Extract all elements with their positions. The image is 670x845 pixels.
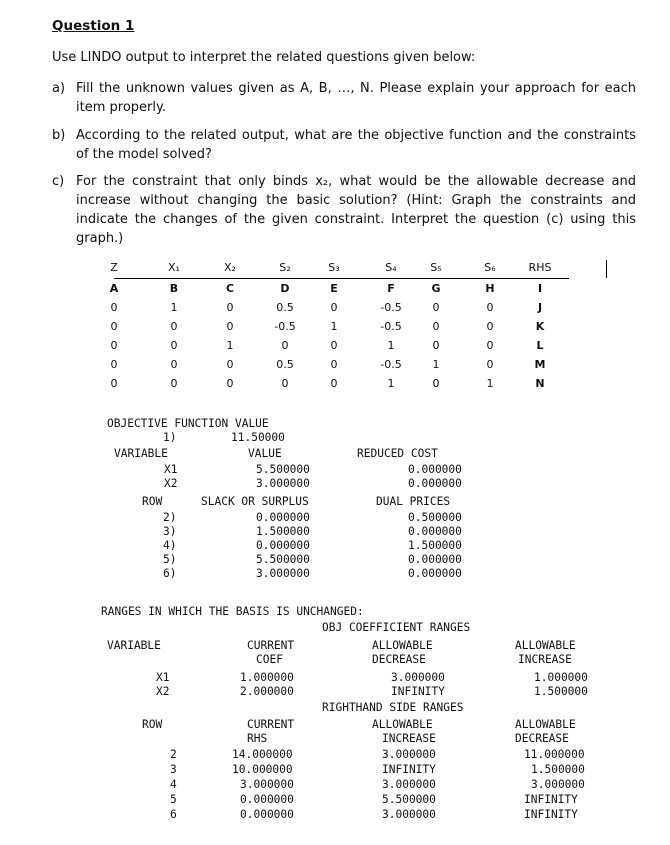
tableau-cell: 0: [486, 358, 494, 371]
question-c-label: c): [52, 174, 65, 189]
row-slack: 0.000000: [256, 511, 310, 524]
rhs-label: RHS: [247, 732, 268, 745]
current-label: CURRENT: [247, 718, 295, 731]
rhs-range-increase: 3.000000: [382, 778, 436, 791]
tableau-header: S₂: [279, 261, 291, 274]
rhs-range-increase: 3.000000: [382, 748, 436, 761]
intro-text: Use LINDO output to interpret the related questions given below:: [52, 50, 476, 65]
tableau-cell: 0: [110, 339, 118, 352]
tableau-header: S₄: [385, 261, 397, 274]
row-slack: 0.000000: [256, 539, 310, 552]
var-name: X1: [164, 463, 178, 476]
increase-label: INCREASE: [382, 732, 436, 745]
tableau-cell: 0: [432, 301, 440, 314]
tableau-cell: -0.5: [274, 320, 296, 333]
question-b: [52, 126, 642, 166]
allowable-label: ALLOWABLE: [515, 718, 576, 731]
tableau-cell: 0: [226, 301, 234, 314]
rhs-range-increase: 5.500000: [382, 793, 436, 806]
tableau-cell: 0: [330, 377, 338, 390]
rhs-range-current: 0.000000: [240, 793, 294, 806]
rhs-ranges-title: RIGHTHAND SIDE RANGES: [322, 701, 464, 714]
tableau-cell: A: [109, 282, 119, 295]
question-title: Question 1: [52, 18, 135, 34]
objective-header: OBJECTIVE FUNCTION VALUE: [107, 417, 269, 430]
tableau-cell: 1: [387, 377, 395, 390]
tableau-cell: D: [280, 282, 290, 295]
value-header: VALUE: [248, 447, 282, 460]
tableau-cell: 0: [330, 301, 338, 314]
rhs-range-decrease: INFINITY: [524, 808, 578, 821]
row-number: 3): [163, 525, 177, 538]
rhs-range-decrease: 1.500000: [531, 763, 585, 776]
tableau-cell: 0: [170, 377, 178, 390]
tableau-cell: M: [534, 358, 546, 371]
decrease-label: DECREASE: [515, 732, 569, 745]
tableau-cell: 0: [486, 339, 494, 352]
row-slack: 5.500000: [256, 553, 310, 566]
obj-range-current: 2.000000: [240, 685, 294, 698]
rhs-range-row: 2: [170, 748, 177, 761]
row-dual: 0.000000: [408, 553, 462, 566]
rhs-range-row: 3: [170, 763, 177, 776]
var-value: 5.500000: [256, 463, 310, 476]
tableau-cell: 0: [330, 339, 338, 352]
tableau-cell: 0: [110, 320, 118, 333]
rhs-range-row: 4: [170, 778, 177, 791]
obj-range-decrease: INFINITY: [391, 685, 445, 698]
row-number: 4): [163, 539, 177, 552]
tableau-cell: 0: [432, 320, 440, 333]
current-label: CURRENT: [247, 639, 295, 652]
tableau-rhs-divider: [606, 260, 607, 278]
tableau-cell: 0: [486, 301, 494, 314]
tableau-cell: 0: [170, 358, 178, 371]
tableau-cell: 1: [387, 339, 395, 352]
tableau-cell: 0: [110, 301, 118, 314]
obj-ranges-title: OBJ COEFFICIENT RANGES: [322, 621, 471, 634]
tableau-header: X₁: [168, 261, 180, 274]
obj-range-current: 1.000000: [240, 671, 294, 684]
simplex-tableau: [109, 258, 574, 398]
question-a-text: Fill the unknown values given as A, B, …, N. Please explain your approach for each item properly.: [76, 81, 636, 115]
variable-label: VARIABLE: [107, 639, 161, 652]
tableau-cell: 0: [226, 358, 234, 371]
row-header: ROW: [142, 495, 163, 508]
dual-header: DUAL PRICES: [376, 495, 451, 508]
rhs-range-current: 0.000000: [240, 808, 294, 821]
variable-header: VARIABLE: [114, 447, 168, 460]
tableau-header: S₆: [484, 261, 496, 274]
tableau-header: S₃: [328, 261, 340, 274]
obj-range-increase: 1.000000: [534, 671, 588, 684]
reduced-cost-header: REDUCED COST: [357, 447, 438, 460]
tableau-cell: I: [537, 282, 543, 295]
tableau-cell: -0.5: [380, 358, 402, 371]
tableau-cell: 0: [432, 339, 440, 352]
row-dual: 0.000000: [408, 567, 462, 580]
row-label: ROW: [142, 718, 163, 731]
obj-range-decrease: 3.000000: [391, 671, 445, 684]
tableau-cell: B: [169, 282, 179, 295]
rhs-range-decrease: 11.000000: [524, 748, 585, 761]
ranges-title: RANGES IN WHICH THE BASIS IS UNCHANGED:: [101, 605, 364, 618]
tableau-cell: 0: [432, 377, 440, 390]
row-dual: 0.000000: [408, 525, 462, 538]
tableau-cell: 0: [226, 320, 234, 333]
row-slack: 3.000000: [256, 567, 310, 580]
rhs-range-row: 6: [170, 808, 177, 821]
tableau-cell: 1: [226, 339, 234, 352]
tableau-cell: 0: [486, 320, 494, 333]
rhs-range-increase: 3.000000: [382, 808, 436, 821]
row-number: 2): [163, 511, 177, 524]
question-b-label: b): [52, 128, 66, 143]
tableau-cell: 0: [330, 358, 338, 371]
allowable-label: ALLOWABLE: [515, 639, 576, 652]
tableau-cell: 0: [281, 339, 289, 352]
obj-range-increase: 1.500000: [534, 685, 588, 698]
tableau-cell: H: [485, 282, 495, 295]
tableau-cell: 1: [170, 301, 178, 314]
question-a-label: a): [52, 81, 66, 96]
rhs-range-row: 5: [170, 793, 177, 806]
tableau-header: S₅: [430, 261, 442, 274]
increase-label: INCREASE: [518, 653, 572, 666]
tableau-cell: -0.5: [380, 320, 402, 333]
tableau-cell: 1: [486, 377, 494, 390]
decrease-label: DECREASE: [372, 653, 426, 666]
rhs-range-decrease: 3.000000: [531, 778, 585, 791]
var-name: X2: [164, 477, 178, 490]
var-reduced-cost: 0.000000: [408, 477, 462, 490]
question-b-text: According to the related output, what are the objective function and the constraints of the model solved?: [76, 128, 636, 162]
row-dual: 1.500000: [408, 539, 462, 552]
row-number: 5): [163, 553, 177, 566]
obj-range-var: X1: [156, 671, 170, 684]
var-reduced-cost: 0.000000: [408, 463, 462, 476]
row-dual: 0.500000: [408, 511, 462, 524]
slack-header: SLACK OR SURPLUS: [201, 495, 309, 508]
tableau-cell: 0: [170, 320, 178, 333]
row-number: 6): [163, 567, 177, 580]
rhs-range-increase: INFINITY: [382, 763, 436, 776]
objective-row: 1): [163, 431, 177, 444]
tableau-cell: F: [387, 282, 395, 295]
tableau-cell: 0.5: [276, 358, 294, 371]
question-a: [52, 79, 642, 119]
rhs-range-current: 3.000000: [240, 778, 294, 791]
question-c: [52, 172, 642, 252]
tableau-cell: L: [536, 339, 544, 352]
tableau-cell: E: [330, 282, 338, 295]
rhs-range-current: 14.000000: [232, 748, 293, 761]
tableau-header: RHS: [528, 261, 552, 274]
tableau-cell: C: [225, 282, 235, 295]
tableau-cell: J: [537, 301, 543, 314]
objective-value: 11.50000: [231, 431, 285, 444]
rhs-range-decrease: INFINITY: [524, 793, 578, 806]
tableau-cell: 0: [110, 377, 118, 390]
tableau-cell: 0: [170, 339, 178, 352]
tableau-cell: N: [535, 377, 545, 390]
tableau-header: X₂: [224, 261, 236, 274]
tableau-cell: 0: [281, 377, 289, 390]
var-value: 3.000000: [256, 477, 310, 490]
tableau-cell: 1: [432, 358, 440, 371]
tableau-cell: 0: [110, 358, 118, 371]
allowable-label: ALLOWABLE: [372, 639, 433, 652]
tableau-cell: 1: [330, 320, 338, 333]
allowable-label: ALLOWABLE: [372, 718, 433, 731]
tableau-cell: 0: [226, 377, 234, 390]
tableau-header: Z: [110, 261, 118, 274]
row-slack: 1.500000: [256, 525, 310, 538]
tableau-cell: -0.5: [380, 301, 402, 314]
tableau-header-rule: [114, 278, 569, 279]
tableau-cell: 0.5: [276, 301, 294, 314]
tableau-cell: K: [535, 320, 545, 333]
rhs-range-current: 10.000000: [232, 763, 293, 776]
obj-range-var: X2: [156, 685, 170, 698]
tableau-cell: G: [431, 282, 441, 295]
coef-label: COEF: [256, 653, 283, 666]
question-c-text: For the constraint that only binds x₂, what would be the allowable decrease and increase without changing the basic solution? (Hint: Graph the constraints and indicate the changes of the given constraint. Interpret the question (c) using this graph.): [76, 174, 636, 246]
